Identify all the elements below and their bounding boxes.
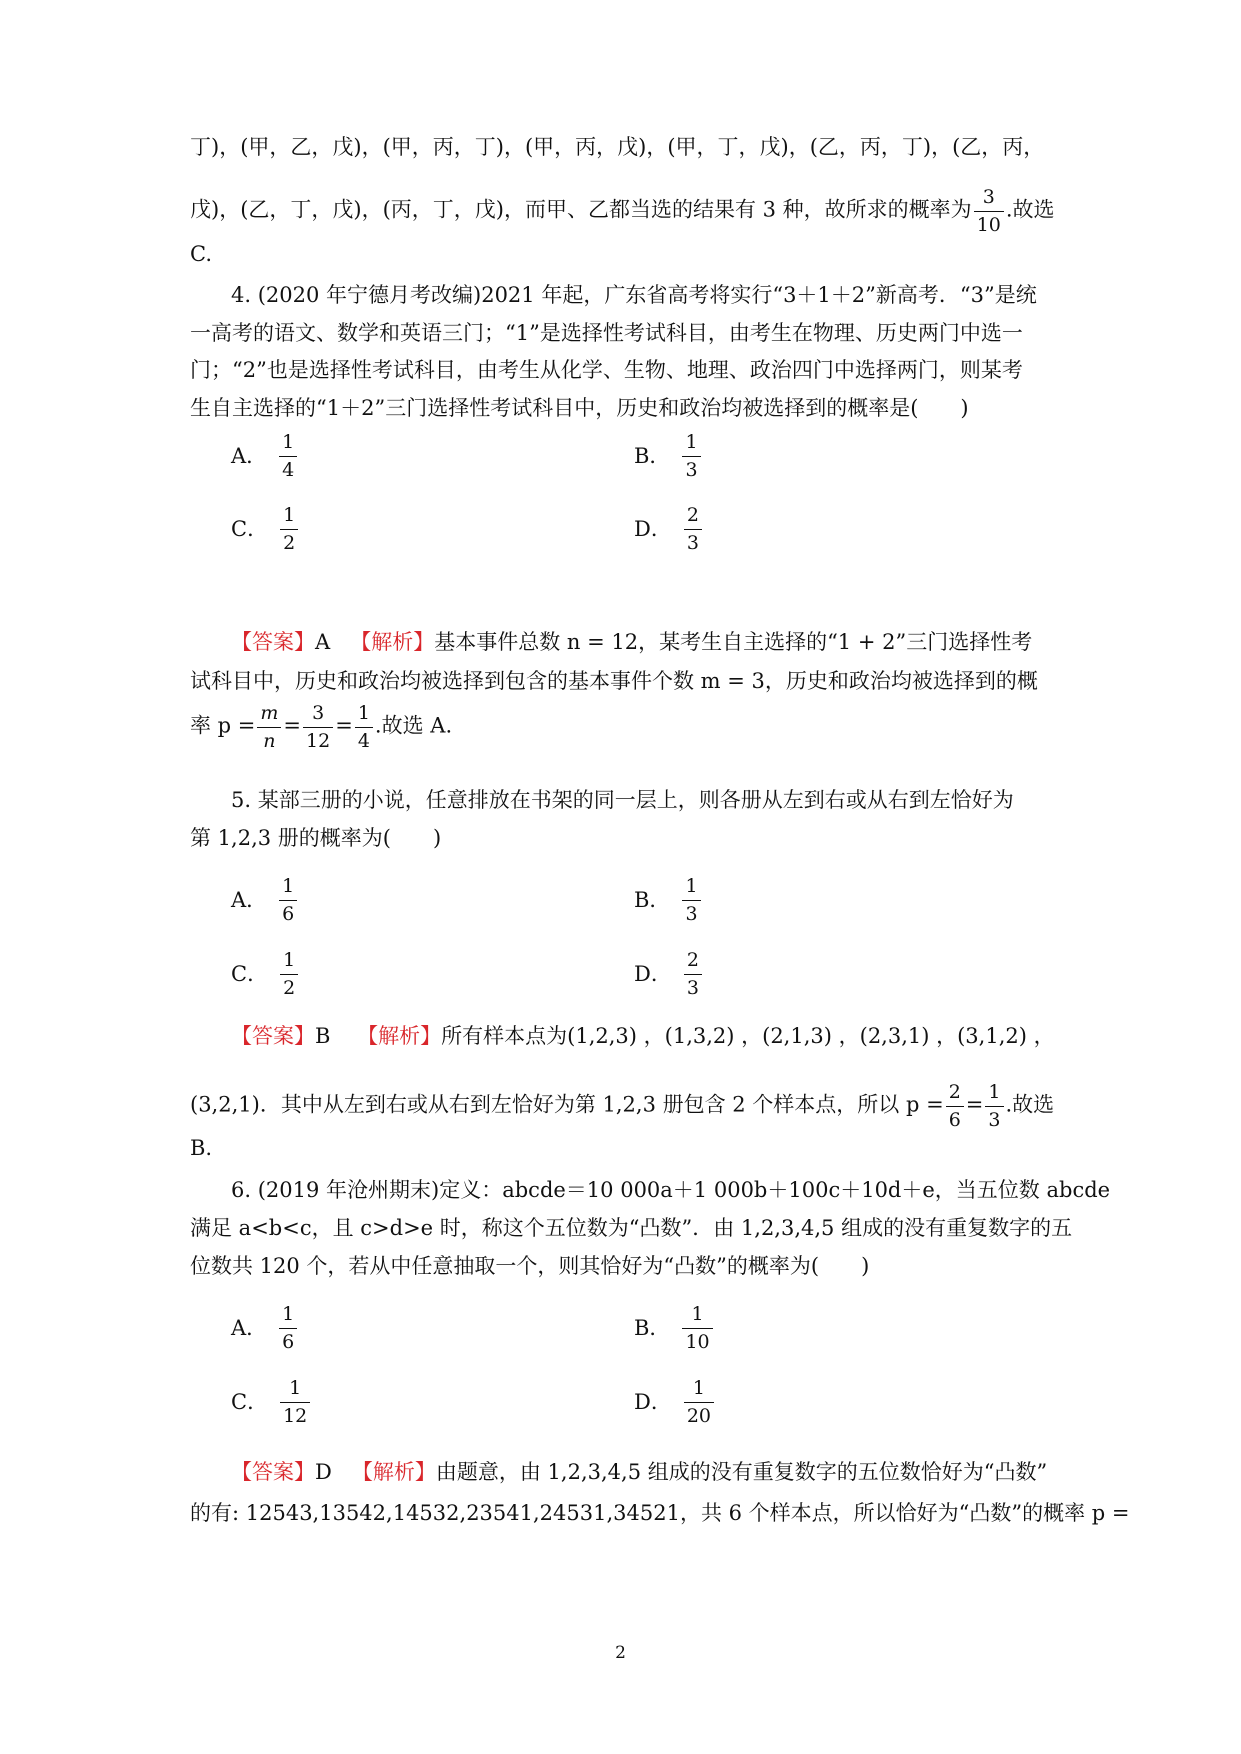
q6-stem-line-2: 满足 a<b<c，且 c>d>e 时，称这个五位数为“凸数”．由 1,2,3,4,5 组成的没有重复数字的五 (190, 1216, 1073, 1240)
fraction: $\frac{3}{10}$ (974, 186, 1004, 236)
answer-tag: 【答案】 (231, 630, 315, 654)
answer-tag: 【答案】 (231, 1460, 315, 1484)
page-number: 2 (615, 1643, 626, 1663)
q5-option-b: B． $\frac{1}{3}$ (634, 875, 703, 925)
q4-stem-line-1: 4. (2020 年宁德月考改编)2021 年起，广东省高考将实行“3＋1＋2”新高考．“3”是统 (231, 283, 1037, 307)
q4-stem-line-3: 门；“2”也是选择性考试科目，由考生从化学、生物、地理、政治四门中选择两门，则某考 (190, 358, 1023, 382)
q6-option-b: B． $\frac{1}{10}$ (634, 1303, 715, 1353)
q4-stem-line-4: 生自主选择的“1＋2”三门选择性考试科目中，历史和政治均被选择到的概率是( ) (190, 396, 969, 420)
q4-option-c: C． $\frac{1}{2}$ (231, 504, 300, 554)
q4-answer-line-3: 率 p = $\frac{m}{n}$ = $\frac{3}{12}$ = $\frac{1}{4}$ .故选 A. (190, 702, 453, 752)
q5-option-d: D． $\frac{2}{3}$ (634, 949, 704, 999)
q6-stem-line-1: 6. (2019 年沧州期末)定义：abcde＝10 000a＋1 000b＋100c＋10d＋e，当五位数 abcde (231, 1178, 1111, 1202)
answer-value: A (315, 630, 331, 654)
q6-option-c: C． $\frac{1}{12}$ (231, 1377, 312, 1427)
q5-answer-line-2: (3,2,1)．其中从左到右或从右到左恰好为第 1,2,3 册包含 2 个样本点，所以 p = $\frac{2}{6}$ = $\frac{1}{3}$ .故选 (190, 1081, 1055, 1131)
prev-solution-line-3: C. (190, 242, 212, 266)
q5-stem-line-1: 5. 某部三册的小说，任意排放在书架的同一层上，则各册从左到右或从右到左恰好为 (231, 788, 1014, 812)
prev-solution-line-1: 丁)，(甲，乙，戊)，(甲，丙，丁)，(甲，丙，戊)，(甲，丁，戊)，(乙，丙，丁)，(乙，丙， (190, 135, 1045, 159)
q6-answer-line-1: 【答案】D 【解析】由题意，由 1,2,3,4,5 组成的没有重复数字的五位数恰好为“凸数” (231, 1460, 1048, 1484)
q4-answer-line-1: 【答案】A 【解析】基本事件总数 n = 12，某考生自主选择的“1 + 2”三门选择性考 (231, 630, 1033, 654)
analysis-tag: 【解析】 (350, 630, 435, 654)
q4-answer-line-2: 试科目中，历史和政治均被选择到包含的基本事件个数 m = 3，历史和政治均被选择到的概 (190, 669, 1038, 693)
q6-answer-line-2: 的有: 12543,13542,14532,23541,24531,34521，共 6 个样本点，所以恰好为“凸数”的概率 p = (190, 1501, 1130, 1525)
q5-option-c: C． $\frac{1}{2}$ (231, 949, 300, 999)
q6-stem-line-3: 位数共 120 个，若从中任意抽取一个，则其恰好为“凸数”的概率为( ) (190, 1254, 870, 1278)
q4-option-d: D． $\frac{2}{3}$ (634, 504, 704, 554)
answer-tag: 【答案】 (231, 1024, 315, 1048)
q4-option-a: A． $\frac{1}{4}$ (231, 431, 299, 481)
q6-option-a: A． $\frac{1}{6}$ (231, 1303, 299, 1353)
answer-value: B (315, 1024, 331, 1048)
analysis-tag: 【解析】 (351, 1460, 436, 1484)
q5-stem-line-2: 第 1,2,3 册的概率为( ) (190, 826, 442, 850)
q5-answer-line-3: B. (190, 1136, 213, 1160)
q5-answer-line-1: 【答案】B 【解析】所有样本点为(1,2,3) ，(1,3,2) ，(2,1,3) ，(2,3,1) ，(3,1,2) ， (231, 1024, 1055, 1048)
q5-option-a: A． $\frac{1}{6}$ (231, 875, 299, 925)
q4-stem-line-2: 一高考的语文、数学和英语三门；“1”是选择性考试科目，由考生在物理、历史两门中选一 (190, 321, 1023, 345)
answer-value: D (315, 1460, 332, 1484)
analysis-tag: 【解析】 (357, 1024, 442, 1048)
q4-option-b: B． $\frac{1}{3}$ (634, 431, 703, 481)
q6-option-d: D． $\frac{1}{20}$ (634, 1377, 716, 1427)
prev-solution-line-2: 戊)，(乙，丁，戊)，(丙，丁，戊)，而甲、乙都当选的结果有 3 种，故所求的概率为 $\frac{3}{10}$ .故选 (190, 186, 1055, 236)
